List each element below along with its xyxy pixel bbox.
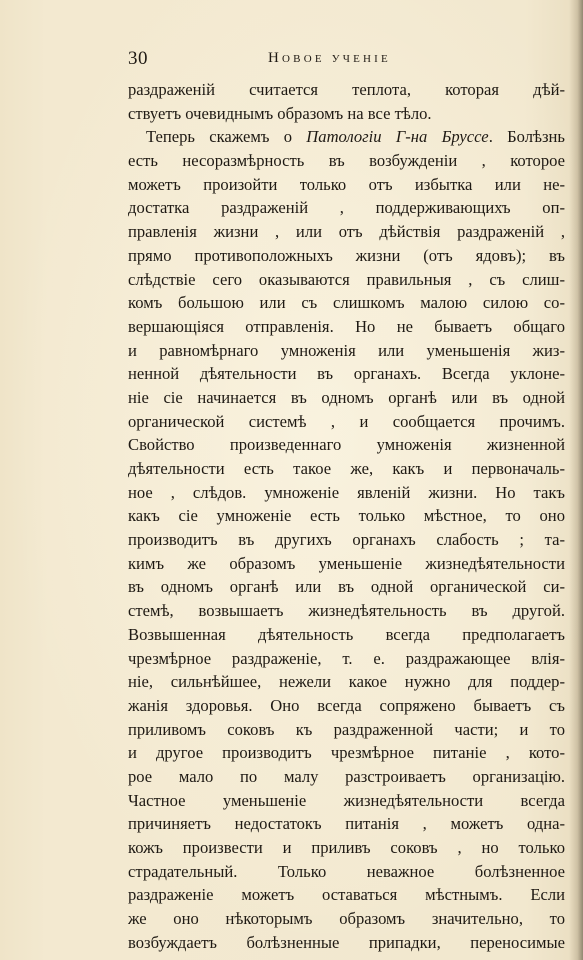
page-edge-shadow [569,0,583,960]
text-line: можетъ произойти только отъ избытка или не- [128,174,565,194]
text-line: жанія здоровья. Оно всегда сопряжено бываетъ съ [128,695,565,715]
text-line: стемѣ, возвышаетъ жизнедѣятельность въ другой. [128,601,565,621]
text-line: есть несоразмѣрность въ возбужденіи , которое [128,151,565,171]
body-text [128,78,565,954]
text-line: правленія жизни , или отъ дѣйствія раздраженій , [128,222,565,242]
text-line: достатка раздраженій , поддерживающихъ оп- [128,198,565,218]
text-line: страдательный. Только неважное болѣзненное [128,861,565,881]
text-span: Теперь скажемъ о [146,127,307,147]
text-span: . Болѣзнь [488,127,565,147]
text-line: же оно нѣкоторымъ образомъ значительно, то [128,909,565,929]
text-line: и равномѣрнаго умноженія или уменьшенія жиз- [128,340,565,360]
text-line: вершающіяся отправленія. Но не бываетъ общаго [128,316,565,336]
italic-title: Патологіи Г-на Бруссе [306,127,489,147]
running-title: Новое ученіе [268,50,391,66]
text-line: ствуетъ очевиднымъ образомъ на все тѣло. [128,103,432,123]
text-line: раздраженій считается теплота, которая дѣй- [128,80,565,99]
text-line: Возвышенная дѣятельность всегда предполагаетъ [128,624,565,644]
text-line: и другое производитъ чрезмѣрное питаніе , кото- [128,743,565,763]
text-line: кожъ произвести и приливъ соковъ , но только [128,838,565,857]
text-line: приливомъ соковъ къ раздраженной части; и то [128,719,565,739]
text-line: комъ большою или съ слишкомъ малою силою со- [128,293,565,313]
text-line: чрезмѣрное раздраженіе, т. е. раздражающее влія- [128,648,565,668]
text-line: ніе сіе начинается въ одномъ органѣ или въ одной [128,387,565,407]
text-line: дѣятельности есть такое же, какъ и первоначаль- [128,459,565,478]
text-line: рое мало по малу разстроиваетъ организацію. [128,766,565,786]
text-line-with-citation [128,125,565,149]
text-line: возбуждаетъ болѣзненные припадки, переносимые [128,932,565,952]
text-line: ненной дѣятельности въ органахъ. Всегда уклоне- [128,364,565,384]
text-line: слѣдствіе сего оказываются правильныя , съ слиш- [128,269,565,289]
text-line: ніе, сильнѣйшее, нежели какое нужно для поддер- [128,672,565,692]
text-line: производитъ въ другихъ органахъ слабость ; та- [128,530,565,550]
page-number: 30 [128,48,148,69]
page-header [128,44,553,74]
text-line: ное , слѣдов. умноженіе явленій жизни. Но такъ [128,482,565,502]
text-line: Свойство произведеннаго умноженія жизненной [128,435,565,455]
text-line: причиняетъ недостатокъ питанія , можетъ одна- [128,814,565,834]
text-line: органической системѣ , и сообщается прочимъ. [128,411,565,431]
text-line: въ одномъ органѣ или въ одной органической си- [128,577,565,597]
text-line: Частное уменьшеніе жизнедѣятельности всегда [128,790,565,810]
text-line: раздраженіе можетъ оставаться мѣстнымъ. Если [128,885,565,905]
text-line: какъ сіе умноженіе есть только мѣстное, то оно [128,506,565,526]
text-line: кимъ же образомъ уменьшеніе жизнедѣятельности [128,553,565,573]
text-line: прямо противоположныхъ жизни (отъ ядовъ); въ [128,245,565,265]
